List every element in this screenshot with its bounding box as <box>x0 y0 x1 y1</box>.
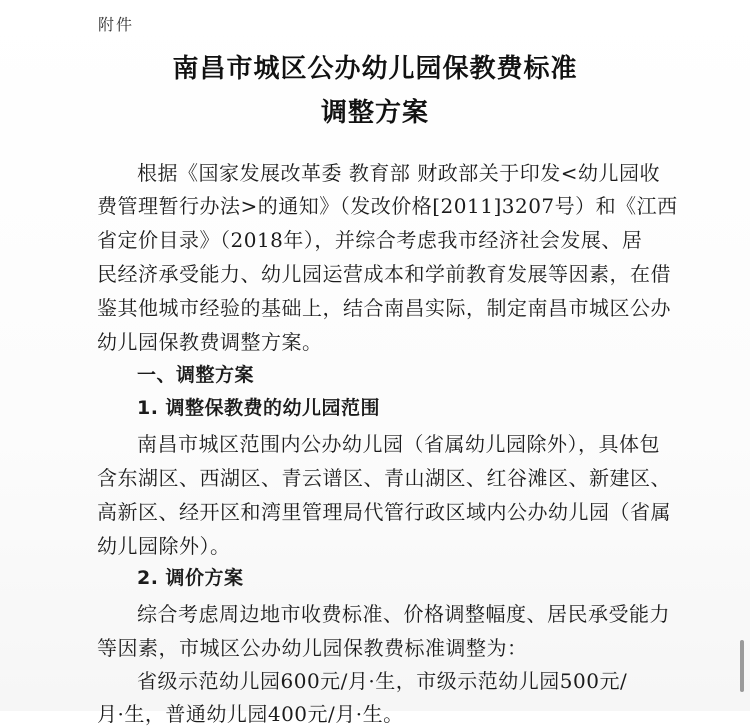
paragraph1-line3: 省定价目录》（2018年），并综合考虑我市经济社会发展、居 <box>97 228 643 252</box>
paragraph3-line1: 综合考虑周边地市收费标准、价格调整幅度、居民承受能力 <box>137 602 670 626</box>
section1-heading: 一、调整方案 <box>137 364 255 386</box>
paragraph3-line2: 等因素，市城区公办幼儿园保教费标准调整为： <box>97 636 528 660</box>
attachment-label: 附件 <box>98 15 135 34</box>
paragraph2-line1: 南昌市城区范围内公办幼儿园（省属幼儿园除外），具体包 <box>137 432 660 456</box>
paragraph2-line3: 高新区、经开区和湾里管理局代管行政区域内公办幼儿园（省属 <box>97 500 671 524</box>
paragraph2-line4: 幼儿园除外）。 <box>97 534 231 558</box>
paragraph3-line4: 月·生，普通幼儿园400元/月·生。 <box>97 702 404 726</box>
paragraph1-line5: 鉴其他城市经验的基础上，结合南昌实际，制定南昌市城区公办 <box>97 296 671 320</box>
document-title-line1: 南昌市城区公办幼儿园保教费标准 <box>172 54 578 84</box>
scrollbar-thumb[interactable] <box>740 640 744 692</box>
paragraph1-line6: 幼儿园保教费调整方案。 <box>97 330 323 354</box>
paragraph3-line3: 省级示范幼儿园600元/月·生，市级示范幼儿园500元/ <box>137 669 628 693</box>
paragraph1-line4: 民经济承受能力、幼儿园运营成本和学前教育发展等因素，在借 <box>97 262 671 286</box>
paragraph1-line1: 根据《国家发展改革委 教育部 财政部关于印发<幼儿园收 <box>137 161 660 185</box>
document-title-line2: 调整方案 <box>320 98 429 128</box>
paragraph2-line2: 含东湖区、西湖区、青云谱区、青山湖区、红谷滩区、新建区、 <box>97 466 671 490</box>
subsection1-heading: 1. 调整保教费的幼儿园范围 <box>137 397 381 419</box>
paragraph1-line2: 费管理暂行办法>的通知》（发改价格[2011]3207号）和《江西 <box>97 194 678 218</box>
subsection2-heading: 2. 调价方案 <box>137 567 244 589</box>
